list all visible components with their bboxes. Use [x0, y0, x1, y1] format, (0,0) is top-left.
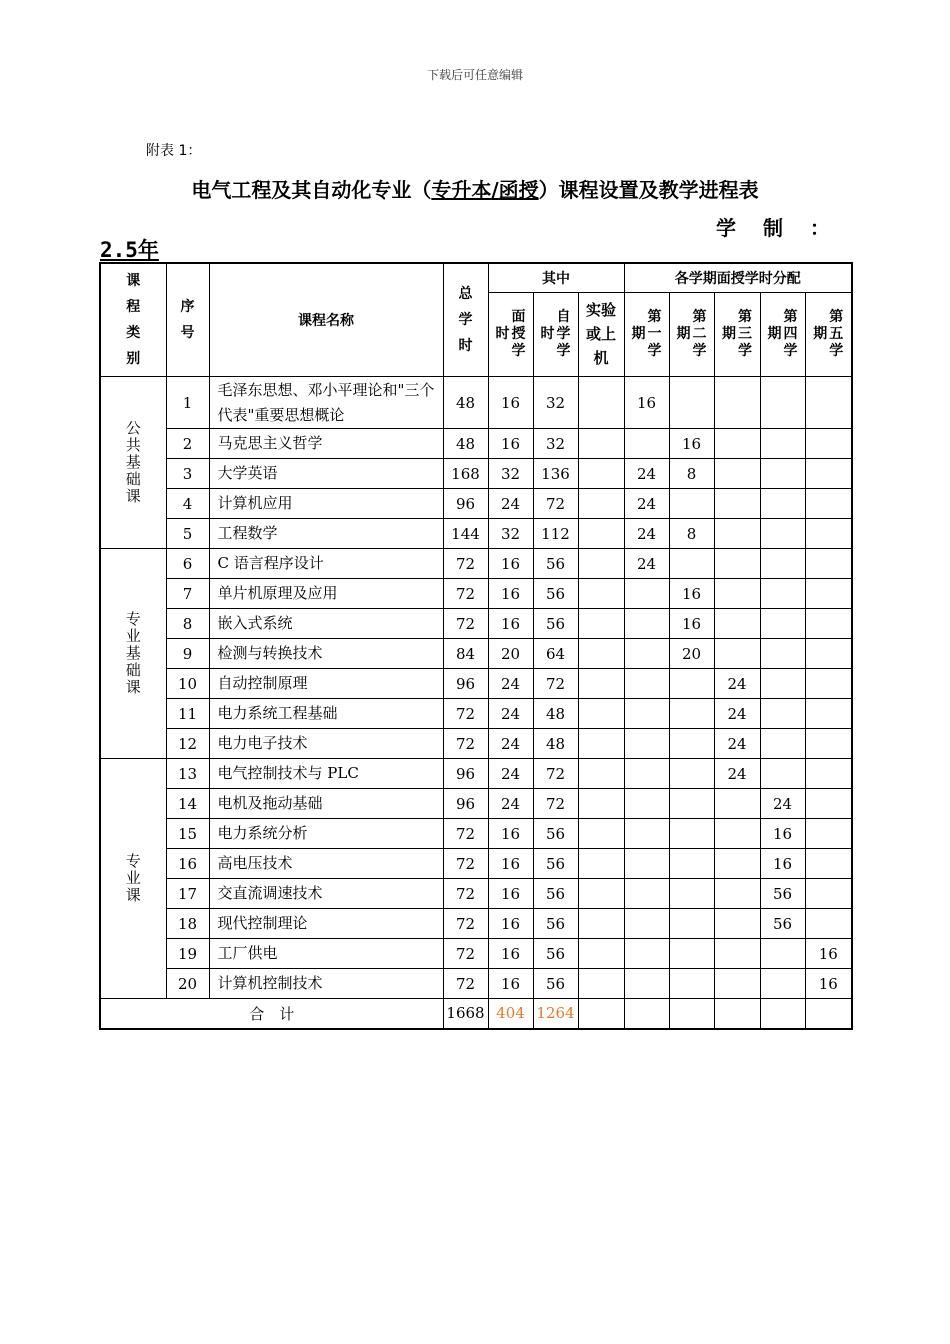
cell-total: 96 — [443, 669, 488, 699]
cell-self: 56 — [533, 609, 578, 639]
cell-lab — [578, 489, 624, 519]
table-row — [100, 969, 852, 999]
row-index: 8 — [166, 609, 209, 639]
cell-lecture: 24 — [488, 729, 533, 759]
appendix-label: 附表 1： — [146, 143, 202, 159]
total-row — [100, 999, 852, 1029]
cell-s1 — [624, 699, 669, 729]
row-index: 3 — [166, 459, 209, 489]
cell-s1 — [624, 639, 669, 669]
row-index: 15 — [166, 819, 209, 849]
cell-s5 — [805, 729, 852, 759]
header-lecture: 时 面授学 — [488, 292, 533, 376]
cell-lecture: 16 — [488, 819, 533, 849]
cell-s2 — [669, 759, 714, 789]
cell-total: 48 — [443, 429, 488, 459]
cell-lecture: 24 — [488, 699, 533, 729]
cell-s3: 24 — [714, 669, 760, 699]
course-name: 电机及拖动基础 — [209, 789, 443, 819]
cell-s3 — [714, 519, 760, 549]
cell-s1 — [624, 909, 669, 939]
total-empty-cell — [714, 999, 760, 1029]
header-sem1: 期 第一学 — [624, 292, 669, 376]
cell-s2 — [669, 377, 714, 429]
table-row — [100, 429, 852, 459]
row-index: 14 — [166, 789, 209, 819]
cell-s4 — [760, 939, 805, 969]
row-index: 13 — [166, 759, 209, 789]
row-index: 4 — [166, 489, 209, 519]
cell-self: 56 — [533, 579, 578, 609]
cell-lab — [578, 909, 624, 939]
row-index: 17 — [166, 879, 209, 909]
cell-s1: 24 — [624, 549, 669, 579]
cell-s1: 24 — [624, 459, 669, 489]
cell-lab — [578, 699, 624, 729]
cell-self: 64 — [533, 639, 578, 669]
cell-s2 — [669, 489, 714, 519]
cell-lab — [578, 819, 624, 849]
cell-lecture: 16 — [488, 969, 533, 999]
course-name: 检测与转换技术 — [209, 639, 443, 669]
table-row — [100, 377, 852, 429]
cell-s2 — [669, 819, 714, 849]
cell-total: 96 — [443, 759, 488, 789]
cell-s2 — [669, 969, 714, 999]
cell-s3 — [714, 609, 760, 639]
cell-total: 168 — [443, 459, 488, 489]
cell-total: 72 — [443, 579, 488, 609]
cell-self: 72 — [533, 489, 578, 519]
course-name: 交直流调速技术 — [209, 879, 443, 909]
cell-s3 — [714, 429, 760, 459]
cell-lab — [578, 579, 624, 609]
cell-s3 — [714, 579, 760, 609]
cell-s4 — [760, 639, 805, 669]
table-row — [100, 879, 852, 909]
total-empty-cell — [805, 999, 852, 1029]
cell-lecture: 20 — [488, 639, 533, 669]
category-cell: 专业课 — [100, 759, 166, 999]
cell-s4 — [760, 429, 805, 459]
row-index: 16 — [166, 849, 209, 879]
row-index: 10 — [166, 669, 209, 699]
cell-lecture: 24 — [488, 759, 533, 789]
course-name: C 语言程序设计 — [209, 549, 443, 579]
cell-s2 — [669, 549, 714, 579]
table-row — [100, 639, 852, 669]
course-name: 计算机应用 — [209, 489, 443, 519]
cell-s1: 24 — [624, 489, 669, 519]
cell-self: 56 — [533, 879, 578, 909]
cell-s4 — [760, 459, 805, 489]
cell-s4 — [760, 609, 805, 639]
cell-s2: 16 — [669, 609, 714, 639]
header-lab: 实验或上机 — [578, 292, 624, 376]
study-system-value: 2.5年 — [100, 238, 159, 262]
table-row — [100, 759, 852, 789]
cell-self: 112 — [533, 519, 578, 549]
cell-s4: 24 — [760, 789, 805, 819]
cell-s3: 24 — [714, 759, 760, 789]
table-row — [100, 789, 852, 819]
row-index: 11 — [166, 699, 209, 729]
header-category: 课程类别 — [100, 263, 166, 377]
row-index: 1 — [166, 377, 209, 429]
cell-s2 — [669, 789, 714, 819]
cell-s1 — [624, 429, 669, 459]
cell-s3 — [714, 377, 760, 429]
cell-s1 — [624, 609, 669, 639]
header-sem4: 期 第四学 — [760, 292, 805, 376]
cell-lecture: 16 — [488, 377, 533, 429]
cell-s5 — [805, 519, 852, 549]
table-row — [100, 939, 852, 969]
cell-s2 — [669, 939, 714, 969]
cell-lab — [578, 519, 624, 549]
cell-s4 — [760, 699, 805, 729]
category-cell: 专业基础课 — [100, 549, 166, 759]
course-name: 自动控制原理 — [209, 669, 443, 699]
row-index: 7 — [166, 579, 209, 609]
course-name: 单片机原理及应用 — [209, 579, 443, 609]
cell-s1 — [624, 819, 669, 849]
total-lecture: 404 — [488, 999, 533, 1029]
cell-self: 56 — [533, 849, 578, 879]
cell-total: 72 — [443, 879, 488, 909]
cell-self: 32 — [533, 429, 578, 459]
cell-lecture: 32 — [488, 519, 533, 549]
header-index: 序号 — [166, 263, 209, 377]
cell-s5 — [805, 429, 852, 459]
cell-s1 — [624, 729, 669, 759]
cell-s1: 24 — [624, 519, 669, 549]
category-cell: 公共基础课 — [100, 377, 166, 549]
cell-s4 — [760, 579, 805, 609]
cell-s4: 16 — [760, 819, 805, 849]
cell-total: 72 — [443, 849, 488, 879]
cell-s4: 56 — [760, 909, 805, 939]
cell-s5 — [805, 879, 852, 909]
cell-s1 — [624, 969, 669, 999]
cell-s4 — [760, 669, 805, 699]
cell-lab — [578, 429, 624, 459]
cell-total: 72 — [443, 969, 488, 999]
course-name: 电气控制技术与 PLC — [209, 759, 443, 789]
cell-s1 — [624, 879, 669, 909]
cell-total: 84 — [443, 639, 488, 669]
cell-s2 — [669, 729, 714, 759]
cell-lab — [578, 939, 624, 969]
cell-lab — [578, 609, 624, 639]
cell-s1 — [624, 849, 669, 879]
row-index: 20 — [166, 969, 209, 999]
header-self-study: 时 自学学 — [533, 292, 578, 376]
table-row — [100, 519, 852, 549]
cell-lab — [578, 459, 624, 489]
table-row — [100, 699, 852, 729]
table-row — [100, 729, 852, 759]
row-index: 12 — [166, 729, 209, 759]
course-name: 计算机控制技术 — [209, 969, 443, 999]
cell-s2 — [669, 909, 714, 939]
cell-s4 — [760, 377, 805, 429]
cell-s2: 20 — [669, 639, 714, 669]
cell-s4 — [760, 969, 805, 999]
course-name: 高电压技术 — [209, 849, 443, 879]
cell-s2: 8 — [669, 519, 714, 549]
cell-self: 72 — [533, 759, 578, 789]
cell-lecture: 32 — [488, 459, 533, 489]
cell-lab — [578, 789, 624, 819]
cell-s4: 16 — [760, 849, 805, 879]
cell-total: 72 — [443, 699, 488, 729]
table-row — [100, 669, 852, 699]
course-name: 嵌入式系统 — [209, 609, 443, 639]
cell-self: 56 — [533, 819, 578, 849]
cell-lab — [578, 549, 624, 579]
cell-s3 — [714, 459, 760, 489]
cell-self: 136 — [533, 459, 578, 489]
cell-s3 — [714, 909, 760, 939]
cell-self: 32 — [533, 377, 578, 429]
cell-total: 72 — [443, 729, 488, 759]
cell-s5 — [805, 759, 852, 789]
cell-s3 — [714, 789, 760, 819]
cell-s5 — [805, 789, 852, 819]
cell-s4: 56 — [760, 879, 805, 909]
cell-s1: 16 — [624, 377, 669, 429]
cell-lecture: 16 — [488, 879, 533, 909]
row-index: 19 — [166, 939, 209, 969]
table-row — [100, 609, 852, 639]
cell-total: 96 — [443, 789, 488, 819]
cell-s4 — [760, 729, 805, 759]
cell-s1 — [624, 759, 669, 789]
total-label: 合 计 — [100, 999, 443, 1029]
cell-lecture: 16 — [488, 609, 533, 639]
cell-total: 72 — [443, 549, 488, 579]
cell-s3 — [714, 969, 760, 999]
cell-s2 — [669, 849, 714, 879]
cell-s4 — [760, 549, 805, 579]
cell-s5 — [805, 669, 852, 699]
cell-s3 — [714, 489, 760, 519]
course-name: 电力系统分析 — [209, 819, 443, 849]
row-index: 9 — [166, 639, 209, 669]
cell-lecture: 16 — [488, 429, 533, 459]
cell-s3: 24 — [714, 699, 760, 729]
course-name: 工程数学 — [209, 519, 443, 549]
row-index: 5 — [166, 519, 209, 549]
cell-self: 72 — [533, 669, 578, 699]
cell-s3 — [714, 879, 760, 909]
header-sem5: 期 第五学 — [805, 292, 852, 376]
cell-s5 — [805, 609, 852, 639]
cell-lab — [578, 759, 624, 789]
cell-self: 72 — [533, 789, 578, 819]
cell-s1 — [624, 939, 669, 969]
cell-s3 — [714, 819, 760, 849]
cell-lab — [578, 729, 624, 759]
course-name: 马克思主义哲学 — [209, 429, 443, 459]
total-empty-cell — [760, 999, 805, 1029]
cell-s2: 16 — [669, 579, 714, 609]
cell-lecture: 16 — [488, 579, 533, 609]
cell-s2: 8 — [669, 459, 714, 489]
cell-s5 — [805, 849, 852, 879]
cell-self: 56 — [533, 939, 578, 969]
cell-total: 48 — [443, 377, 488, 429]
course-name: 毛泽东思想、邓小平理论和"三个代表"重要思想概论 — [209, 377, 443, 429]
course-name: 电力系统工程基础 — [209, 699, 443, 729]
header-total-hours: 总学时 — [443, 263, 488, 377]
cell-s5 — [805, 377, 852, 429]
study-system-label: 学 制 ： — [716, 216, 840, 240]
cell-total: 72 — [443, 939, 488, 969]
cell-lab — [578, 879, 624, 909]
course-name: 现代控制理论 — [209, 909, 443, 939]
cell-s2: 16 — [669, 429, 714, 459]
cell-s3 — [714, 939, 760, 969]
cell-self: 48 — [533, 729, 578, 759]
cell-s5 — [805, 459, 852, 489]
table-row — [100, 459, 852, 489]
cell-self: 56 — [533, 549, 578, 579]
cell-s5: 16 — [805, 969, 852, 999]
cell-s3: 24 — [714, 729, 760, 759]
total-empty-cell — [578, 999, 624, 1029]
cell-s5 — [805, 909, 852, 939]
cell-lab — [578, 377, 624, 429]
cell-total: 72 — [443, 909, 488, 939]
cell-total: 144 — [443, 519, 488, 549]
table-row — [100, 579, 852, 609]
course-name: 电力电子技术 — [209, 729, 443, 759]
cell-lecture: 24 — [488, 789, 533, 819]
total-empty-cell — [669, 999, 714, 1029]
cell-self: 48 — [533, 699, 578, 729]
row-index: 2 — [166, 429, 209, 459]
cell-lab — [578, 849, 624, 879]
cell-total: 96 — [443, 489, 488, 519]
cell-s5 — [805, 819, 852, 849]
cell-s2 — [669, 699, 714, 729]
table-row — [100, 909, 852, 939]
cell-s5: 16 — [805, 939, 852, 969]
page-header-note: 下载后可任意编辑 — [426, 68, 523, 82]
cell-s2 — [669, 669, 714, 699]
cell-s4 — [760, 489, 805, 519]
total-total: 1668 — [443, 999, 488, 1029]
table-row — [100, 849, 852, 879]
cell-lecture: 24 — [488, 489, 533, 519]
cell-self: 56 — [533, 909, 578, 939]
table-row — [100, 549, 852, 579]
cell-s1 — [624, 789, 669, 819]
cell-s3 — [714, 549, 760, 579]
header-sem2: 期 第二学 — [669, 292, 714, 376]
row-index: 6 — [166, 549, 209, 579]
document-title: 电气工程及其自动化专业（专升本/函授）课程设置及教学进程表 — [191, 178, 759, 202]
cell-s5 — [805, 489, 852, 519]
cell-s1 — [624, 669, 669, 699]
header-sem3: 期 第三学 — [714, 292, 760, 376]
header-semester-allocation: 各学期面授学时分配 — [624, 263, 852, 292]
cell-self: 56 — [533, 969, 578, 999]
course-name: 工厂供电 — [209, 939, 443, 969]
cell-lab — [578, 639, 624, 669]
cell-s3 — [714, 849, 760, 879]
cell-lab — [578, 669, 624, 699]
row-index: 18 — [166, 909, 209, 939]
table-row — [100, 489, 852, 519]
cell-s1 — [624, 579, 669, 609]
cell-lecture: 24 — [488, 669, 533, 699]
cell-lecture: 16 — [488, 909, 533, 939]
total-empty-cell — [624, 999, 669, 1029]
cell-total: 72 — [443, 609, 488, 639]
total-self: 1264 — [533, 999, 578, 1029]
cell-s5 — [805, 699, 852, 729]
cell-s4 — [760, 519, 805, 549]
course-schedule-table — [99, 262, 853, 1030]
cell-lab — [578, 969, 624, 999]
header-course-name: 课程名称 — [209, 263, 443, 377]
cell-s4 — [760, 759, 805, 789]
cell-s5 — [805, 639, 852, 669]
course-name: 大学英语 — [209, 459, 443, 489]
cell-s3 — [714, 639, 760, 669]
cell-s5 — [805, 579, 852, 609]
cell-lecture: 16 — [488, 849, 533, 879]
header-of-which: 其中 — [488, 263, 624, 292]
table-row — [100, 819, 852, 849]
cell-s2 — [669, 879, 714, 909]
cell-total: 72 — [443, 819, 488, 849]
cell-s5 — [805, 549, 852, 579]
cell-lecture: 16 — [488, 939, 533, 969]
cell-lecture: 16 — [488, 549, 533, 579]
